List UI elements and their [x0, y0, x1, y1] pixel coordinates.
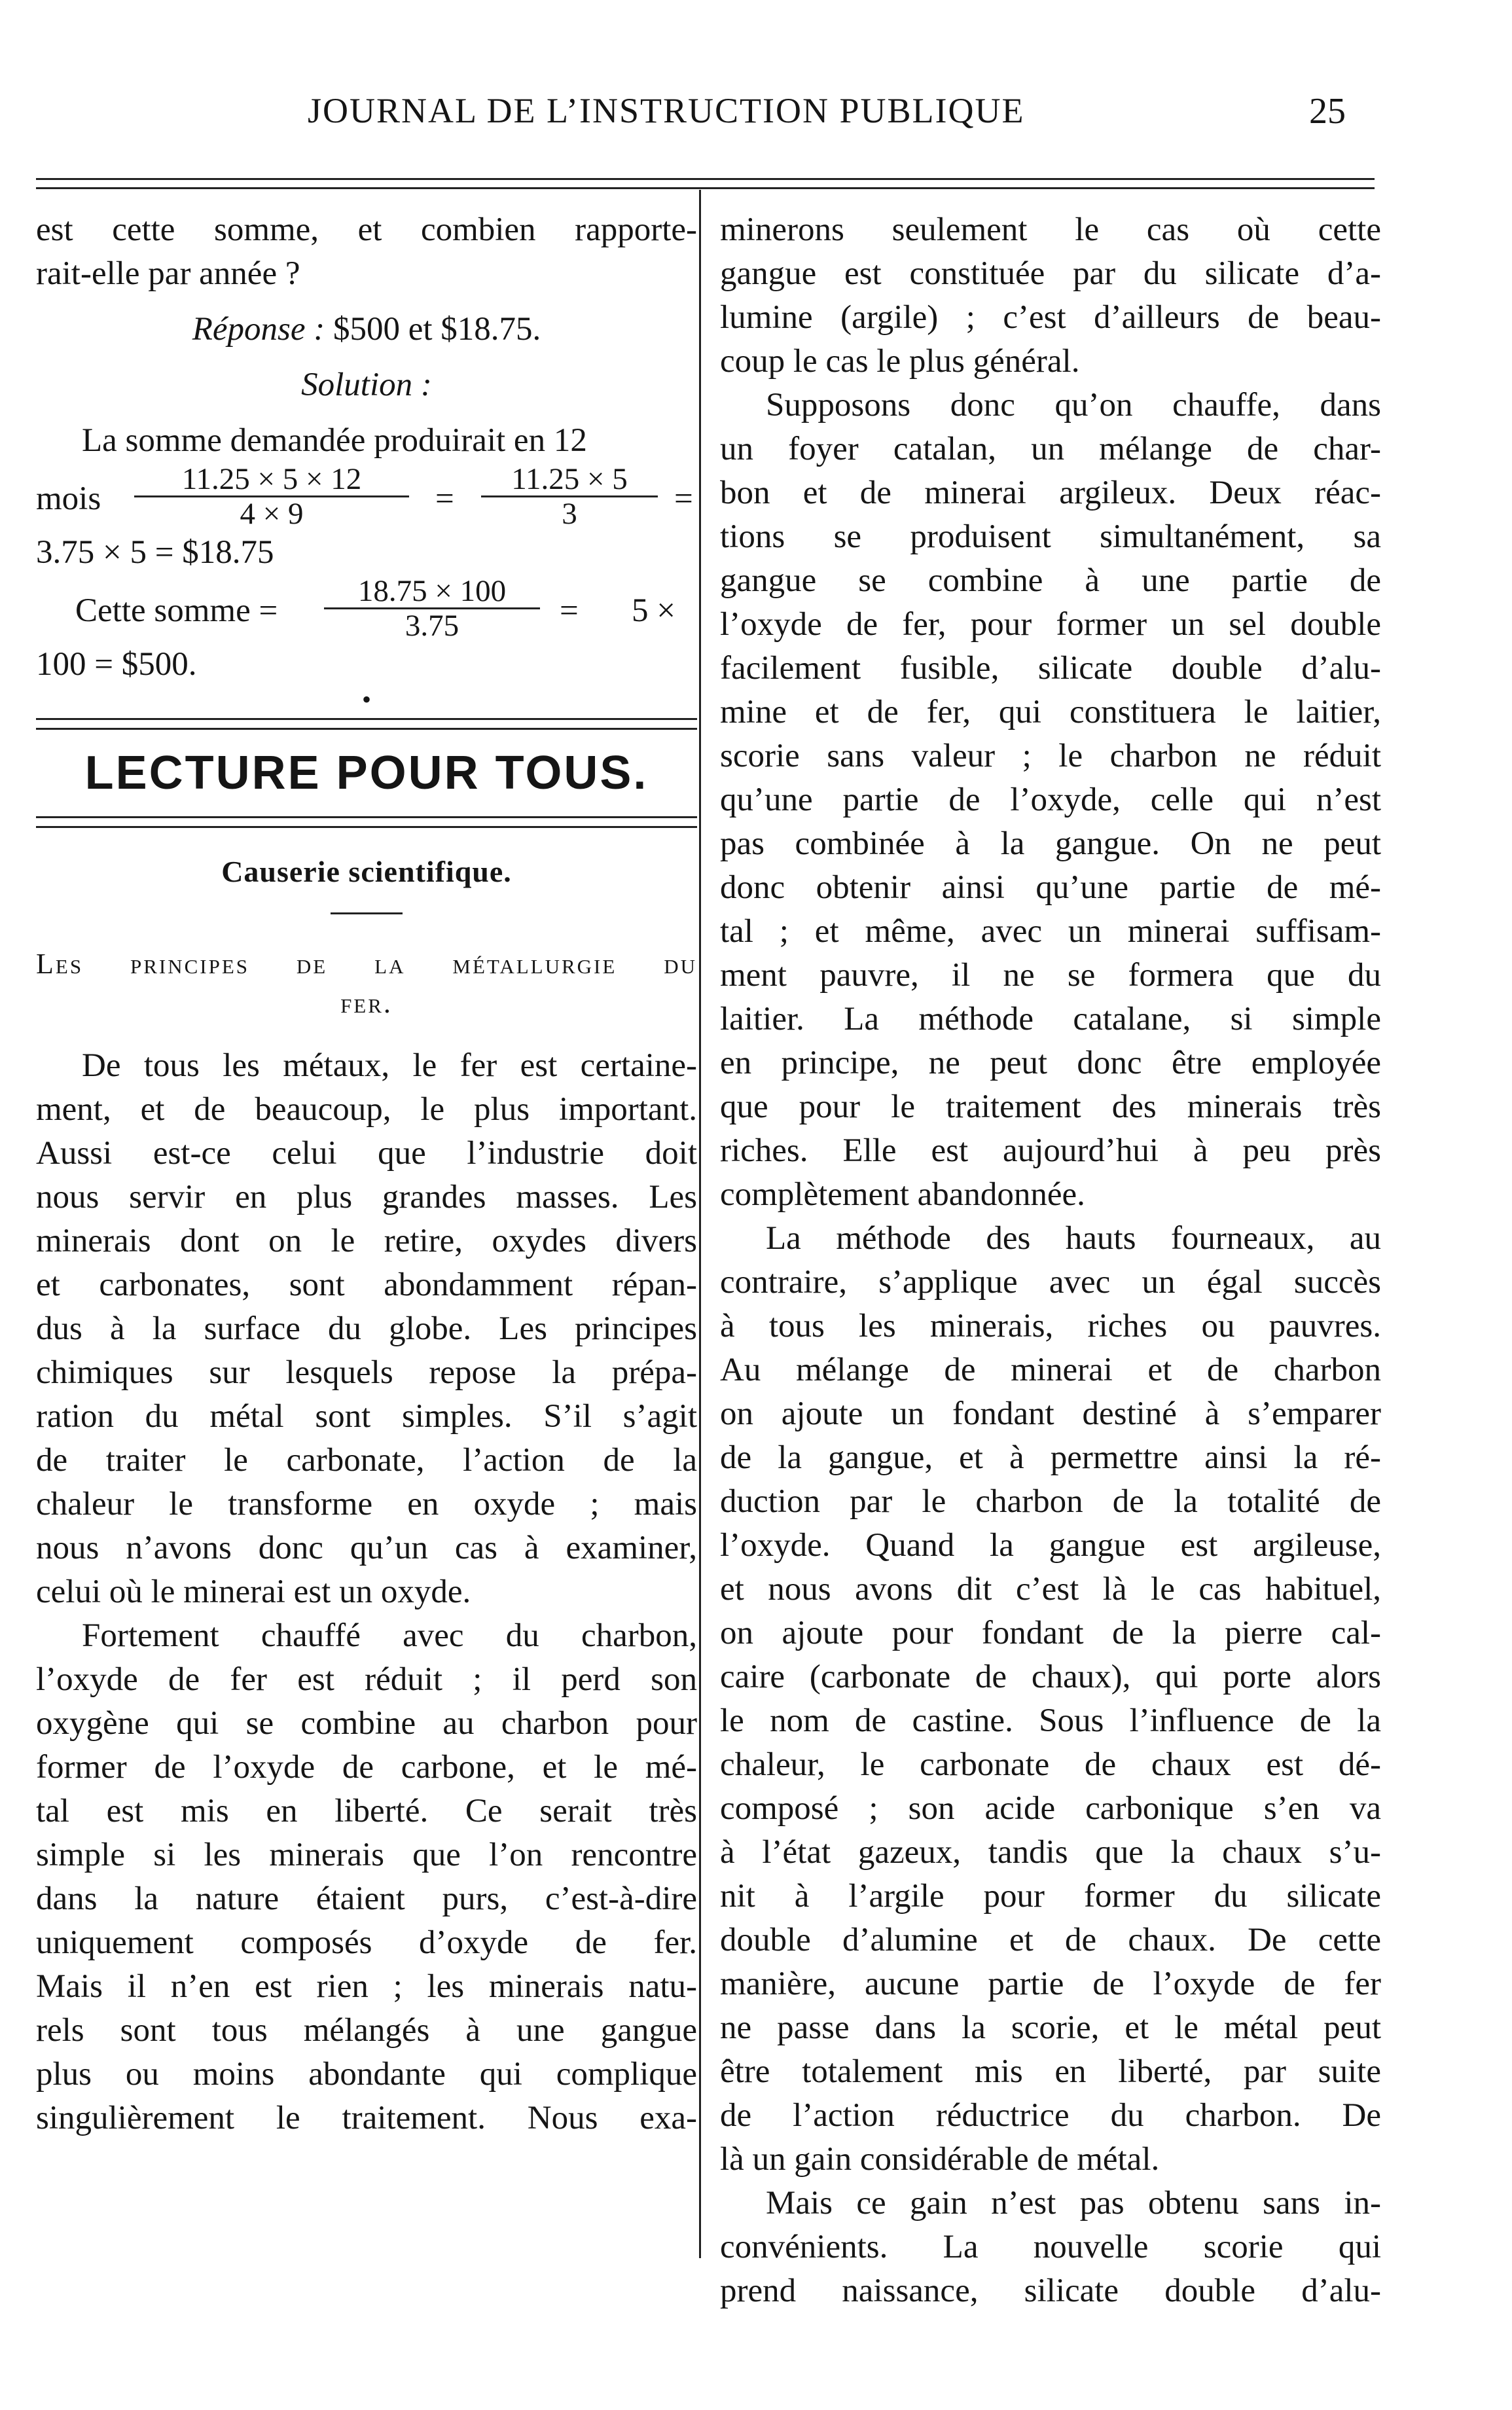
text-line: l’oxyde de fer est réduit ; il perd son [36, 1661, 697, 1698]
text-line: manière, aucune partie de l’oxyde de fer [720, 1966, 1381, 2002]
text-line: le nom de castine. Sous l’influence de la [720, 1702, 1381, 1739]
subtitle-line: fer. [340, 987, 393, 1019]
text-line: complètement abandonnée. [720, 1176, 1085, 1213]
text-line: bon et de minerai argileux. Deux réac- [720, 475, 1381, 511]
problem-text [36, 208, 697, 296]
page-number: 25 [1309, 91, 1346, 132]
text-line: gangue se combine à une partie de [720, 562, 1381, 599]
text-line: à tous les minerais, riches ou pauvres. [720, 1308, 1381, 1344]
right-column [720, 208, 1381, 2313]
text-line: rait-elle par année ? [36, 255, 300, 292]
text-line: double d’alumine et de chaux. De cette [720, 1922, 1381, 1958]
text-line: oxygène qui se combine au charbon pour [36, 1705, 697, 1742]
section-heading: LECTURE POUR TOUS. [84, 747, 649, 799]
text-line: convénients. La nouvelle scorie qui [720, 2229, 1381, 2265]
text-line: être totalement mis en liberté, par suite [720, 2053, 1381, 2090]
left-column [36, 208, 697, 2140]
text-line: ment, et de beaucoup, le plus important. [36, 1091, 697, 1128]
text-line: nit à l’argile pour former du silicate [720, 1878, 1381, 1915]
text-line: ration du métal sont simples. S’il s’agit [36, 1398, 697, 1435]
text-line: est cette somme, et combien rapporte- [36, 211, 697, 248]
fraction-denominator: 4 × 9 [134, 495, 409, 530]
text-line: l’oxyde. Quand la gangue est argileuse, [720, 1527, 1381, 1564]
text-line: Au mélange de minerai et de charbon [720, 1352, 1381, 1388]
text-line: composé ; son acide carbonique s’en va [720, 1790, 1381, 1827]
article-title: Causerie scientifique. [221, 855, 512, 888]
text-line: duction par le charbon de la totalité de [720, 1483, 1381, 1520]
text-line: facilement fusible, silicate double d’alu- [720, 650, 1381, 687]
text-line: de l’action réductrice du charbon. De [720, 2097, 1381, 2134]
text-line: là un gain considérable de métal. [720, 2141, 1160, 2178]
fraction-numerator: 18.75 × 100 [357, 574, 507, 608]
math-text: Cette somme = [75, 592, 278, 629]
header-rule-top [36, 178, 1375, 180]
left-body-text [36, 1044, 697, 2140]
text-line: laitier. La méthode catalane, si simple [720, 1001, 1381, 1037]
text-line: et carbonates, sont abondamment répan- [36, 1267, 697, 1303]
text-line: en principe, ne peut donc être employée [720, 1045, 1381, 1081]
text-line: tal est mis en liberté. Ce serait très [36, 1793, 697, 1829]
text-line: de traiter le carbonate, l’action de la [36, 1442, 697, 1479]
fraction-denominator: 3 [481, 495, 658, 530]
equals-sign: = [560, 592, 579, 629]
text-line: on ajoute un fondant destiné à s’emparer [720, 1395, 1381, 1432]
text-line: qu’une partie de l’oxyde, celle qui n’est [720, 782, 1381, 818]
text-line: gangue est constituée par du silicate d’a- [720, 255, 1381, 292]
text-line: chimiques sur lesquels repose la prépa- [36, 1354, 697, 1391]
fraction-denominator: 3.75 [324, 607, 540, 642]
journal-title: JOURNAL DE L’INSTRUCTION PUBLIQUE [308, 91, 1025, 130]
fraction [481, 463, 658, 530]
text-line: mine et de fer, qui constituera le laitier, [720, 694, 1381, 730]
text-line: ne passe dans la scorie, et le métal peut [720, 2009, 1381, 2046]
text-line: à l’état gazeux, tandis que la chaux s’u- [720, 1834, 1381, 1871]
math-result-2: 100 = $500. [36, 646, 197, 683]
fraction-numerator: 11.25 × 5 × 12 [181, 462, 362, 496]
text-line: De tous les métaux, le fer est certaine- [82, 1047, 697, 1084]
fraction [134, 463, 409, 530]
text-line: on ajoute pour fondant de la pierre cal- [720, 1615, 1381, 1651]
text-line: Aussi est-ce celui que l’industrie doit [36, 1135, 697, 1172]
math-text: 5 × [632, 592, 676, 629]
text-line: former de l’oxyde de carbone, et le mé- [36, 1749, 697, 1786]
text-line: singulièrement le traitement. Nous exa- [36, 2100, 697, 2136]
text-line: simple si les minerais que l’on rencontre [36, 1837, 697, 1873]
text-line: nous servir en plus grandes masses. Les [36, 1179, 697, 1215]
column-divider [699, 190, 701, 2258]
text-line: Mais il n’en est rien ; les minerais natu- [36, 1968, 697, 2005]
math-result-1: 3.75 × 5 = $18.75 [36, 534, 274, 571]
text-line: scorie sans valeur ; le charbon ne réduit [720, 738, 1381, 774]
answer [36, 308, 697, 351]
header-rule-bottom [36, 187, 1375, 189]
solution-intro: La somme demandée produirait en 12 [82, 422, 587, 459]
article-subtitle [36, 944, 697, 1023]
text-line: rels sont tous mélangés à une gangue [36, 2012, 697, 2049]
answer-value: $500 et $18.75. [333, 311, 541, 348]
equals-sign: = [674, 480, 693, 517]
equation-row-1 [36, 463, 697, 531]
text-line: chaleur, le carbonate de chaux est dé- [720, 1746, 1381, 1783]
text-line: chaleur le transforme en oxyde ; mais [36, 1486, 697, 1522]
text-line: contraire, s’applique avec un égal succès [720, 1264, 1381, 1301]
text-line: l’oxyde de fer, pour former un sel double [720, 606, 1381, 643]
text-line: lumine (argile) ; c’est d’ailleurs de beau- [720, 299, 1381, 336]
answer-label: Réponse : [192, 311, 325, 348]
text-line: riches. Elle est aujourd’hui à peu près [720, 1132, 1381, 1169]
text-line: ment pauvre, il ne se formera que du [720, 957, 1381, 994]
text-line: tal ; et même, avec un minerai suffisam- [720, 913, 1381, 950]
equation-row-2 [36, 575, 697, 643]
running-head [0, 90, 1512, 143]
subtitle-line: Les principes de la métallurgie du [36, 948, 697, 980]
text-line: dans la nature étaient purs, c’est-à-dire [36, 1880, 697, 1917]
text-line: minerons seulement le cas où cette [720, 211, 1381, 248]
text-line: uniquement composés d’oxyde de fer. [36, 1924, 697, 1961]
text-line: et nous avons dit c’est là le cas habituel, [720, 1571, 1381, 1608]
fraction-numerator: 11.25 × 5 [511, 462, 628, 496]
solution-label: Solution : [301, 367, 432, 403]
text-line: pas combinée à la gangue. On ne peut [720, 825, 1381, 862]
text-line: celui où le minerai est un oxyde. [36, 1574, 471, 1610]
text-line: de la gangue, et à permettre ainsi la ré- [720, 1439, 1381, 1476]
text-line: minerais dont on le retire, oxydes divers [36, 1223, 697, 1259]
text-line: plus ou moins abondante qui complique [36, 2056, 697, 2093]
text-line: tions se produisent simultanément, sa [720, 518, 1381, 555]
double-rule [36, 816, 697, 828]
text-line: caire (carbonate de chaux), qui porte alors [720, 1659, 1381, 1695]
text-line: prend naissance, silicate double d’alu- [720, 2273, 1381, 2309]
text-line: nous n’avons donc qu’un cas à examiner, [36, 1530, 697, 1566]
text-line: La méthode des hauts fourneaux, au [766, 1220, 1381, 1257]
text-line: Supposons donc qu’on chauffe, dans [766, 387, 1381, 423]
text-line: coup le cas le plus général. [720, 343, 1080, 380]
text-line: que pour le traitement des minerais très [720, 1088, 1381, 1125]
math-text: mois [36, 480, 101, 517]
double-rule [36, 718, 697, 730]
fraction [324, 575, 540, 642]
equals-sign: = [435, 480, 454, 517]
short-rule [331, 912, 403, 914]
text-line: donc obtenir ainsi qu’une partie de mé- [720, 869, 1381, 906]
text-line: Fortement chauffé avec du charbon, [82, 1617, 697, 1654]
text-line: Mais ce gain n’est pas obtenu sans in- [766, 2185, 1381, 2221]
text-line: dus à la surface du globe. Les principes [36, 1310, 697, 1347]
text-line: un foyer catalan, un mélange de char- [720, 431, 1381, 467]
separator-dot: • [361, 685, 371, 714]
